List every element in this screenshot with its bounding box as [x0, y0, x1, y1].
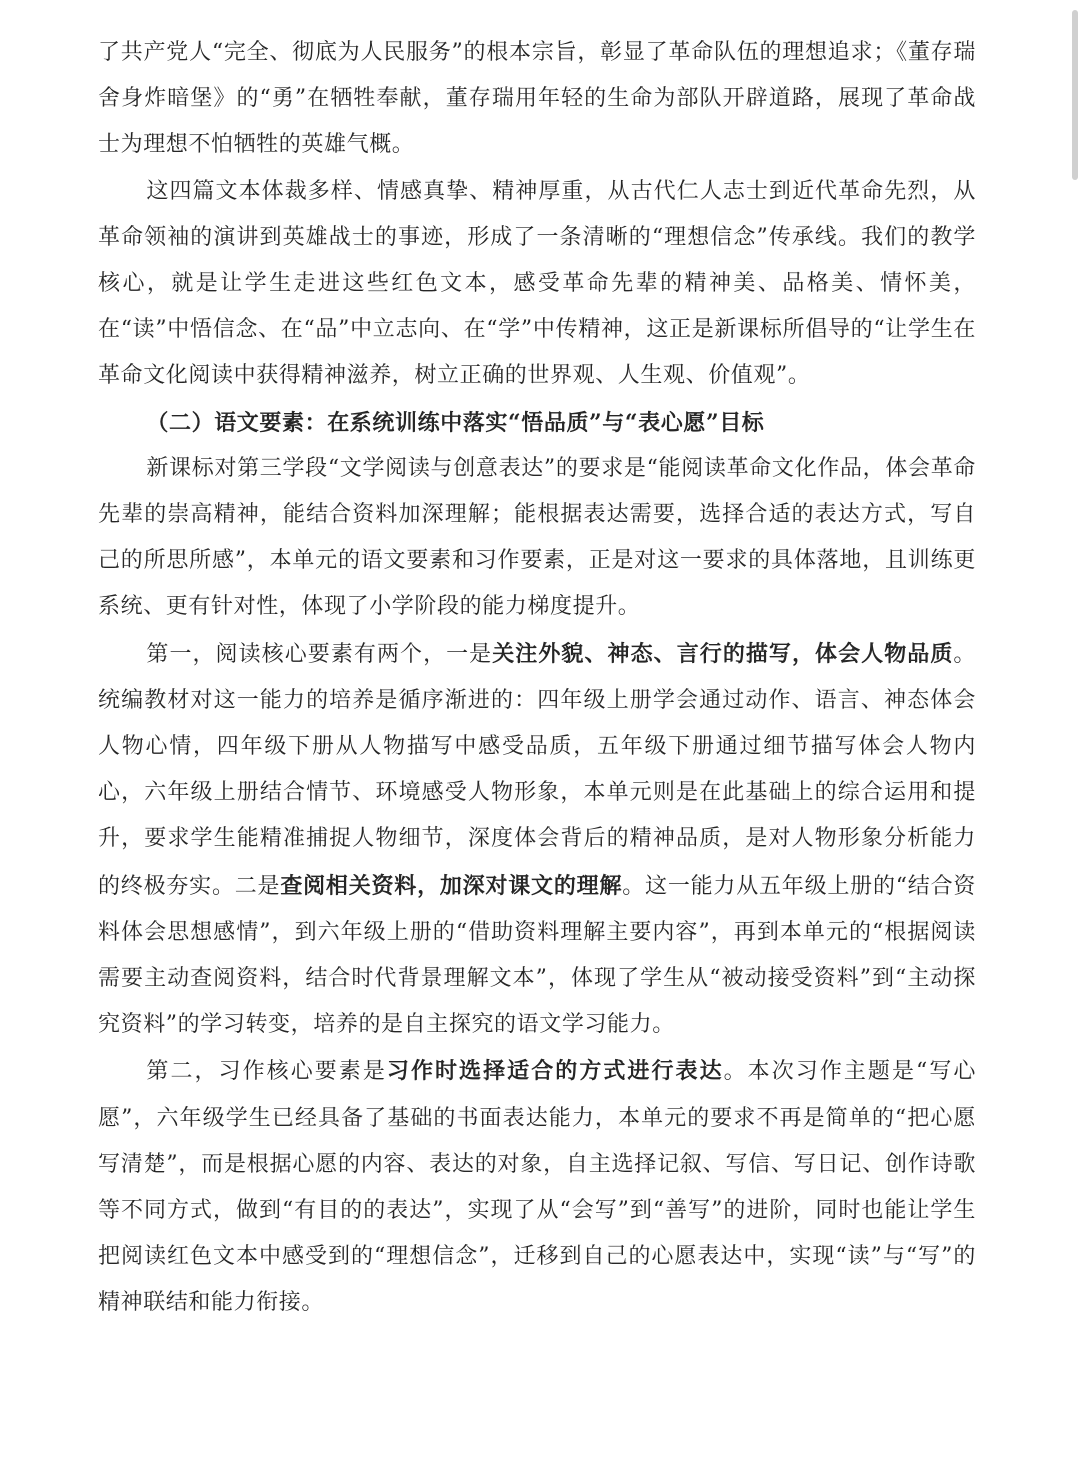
- paragraph-5-text: 。本次习作主题是“写心愿”，六年级学生已经具备了基础的书面表达能力，本单元的要求不再是简单的“把心愿写清楚”，而是根据心愿的内容、表达的对象，自主选择记叙、写信、写日记、创作诗歌等不同方式，做到“有目的的表达”，实现了从“会写”到“善写”的进阶，同时也能让学生把阅读红色文本中感受到的“理想信念”，迁移到自己的心愿表达中，实现“读”与“写”的精神联结和能力衔接。: [98, 1059, 976, 1316]
- paragraph-4-bold-2: 查阅相关资料，加深对课文的理解: [280, 872, 623, 899]
- paragraph-2: 这四篇文本体裁多样、情感真挚、精神厚重，从古代仁人志士到近代革命先烈，从革命领袖的演讲到英雄战士的事迹，形成了一条清晰的“理想信念”传承线。我们的教学核心，就是让学生走进这些红色文本，感受革命先辈的精神美、品格美、情怀美，在“读”中悟信念、在“品”中立志向、在“学”中传精神，这正是新课标所倡导的“让学生在革命文化阅读中获得精神滋养，树立正确的世界观、人生观、价值观”。: [98, 178, 976, 389]
- paragraph-5-text: 第二，习作核心要素是: [146, 1059, 387, 1085]
- paragraph-4-text: 。统编教材对这一能力的培养是循序渐进的：四年级上册学会通过动作、语言、神态体会人物心情，四年级下册从人物描写中感受品质，五年级下册通过细节描写体会人物内心，六年级上册结合情节、环境感受人物形象，本单元则是在此基础上的综合运用和提升，要求学生能精准捕捉人物细节，深度体会背后的精神品质，是对人物形象分析能力的终极夯实。二是: [98, 641, 976, 899]
- paragraph-5: [98, 1048, 976, 1326]
- paragraph-4: [98, 631, 976, 1049]
- paragraph-3: 新课标对第三学段“文学阅读与创意表达”的要求是“能阅读革命文化作品，体会革命先辈的崇高精神，能结合资料加深理解；能根据表达需要，选择合适的表达方式，写自己的所思所感”，本单元的语文要素和习作要素，正是对这一要求的具体落地，且训练更系统、更有针对性，体现了小学阶段的能力梯度提升。: [98, 455, 976, 620]
- section-heading: （二）语文要素：在系统训练中落实“悟品质”与“表心愿”目标: [146, 409, 765, 436]
- scrollbar[interactable]: [1072, 10, 1078, 180]
- paragraph-4-bold-1: 关注外貌、神态、言行的描写，体会人物品质: [492, 640, 954, 667]
- paragraph-4-text: 。这一能力从五年级上册的“结合资料体会思想感情”，到六年级上册的“借助资料理解主要内容”，再到本单元的“根据阅读需要主动查阅资料，结合时代背景理解文本”，体现了学生从“被动接受资料”到“主动探究资料”的学习转变，培养的是自主探究的语文学习能力。: [98, 873, 976, 1038]
- document-page: [98, 30, 976, 1327]
- paragraph-5-bold: 习作时选择适合的方式进行表达: [386, 1058, 724, 1085]
- paragraph-1: 了共产党人“完全、彻底为人民服务”的根本宗旨，彰显了革命队伍的理想追求；《董存瑞舍身炸暗堡》的“勇”在牺牲奉献，董存瑞用年轻的生命为部队开辟道路，展现了革命战士为理想不怕牺牲的英雄气概。: [98, 40, 976, 158]
- paragraph-4-text: 第一，阅读核心要素有两个，一是: [146, 641, 493, 667]
